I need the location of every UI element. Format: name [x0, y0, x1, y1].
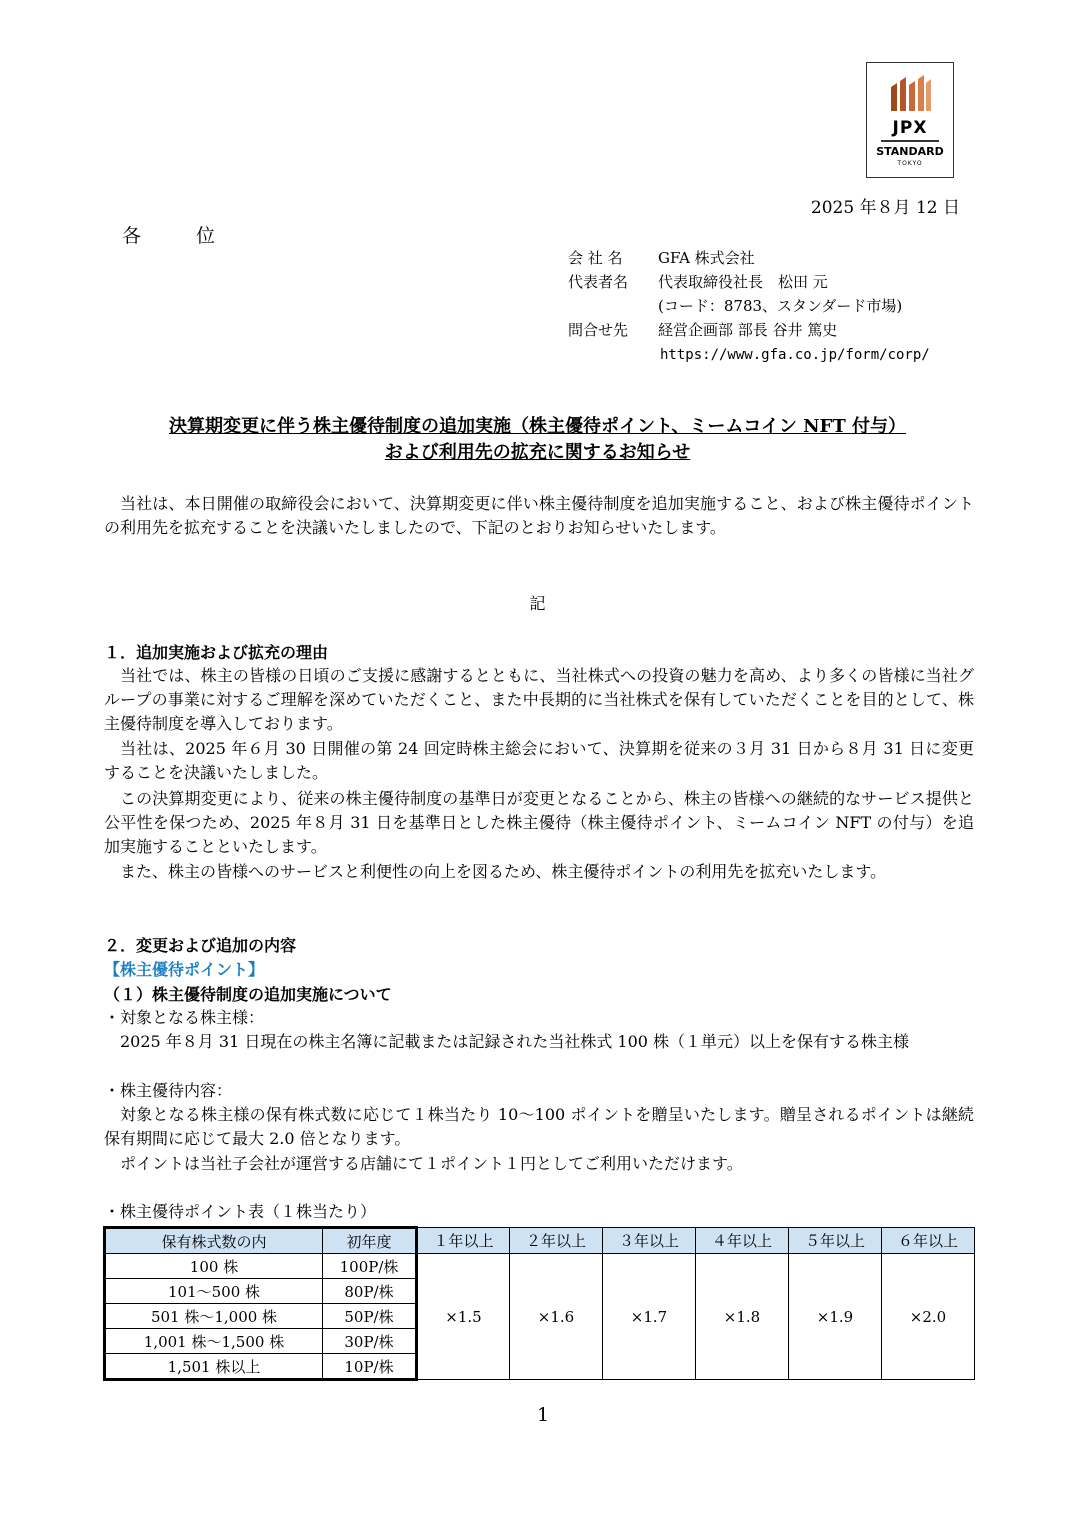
- intro-paragraph: 当社は、本日開催の取締役会において、決算期変更に伴い株主優待制度を追加実施すること、および株主優待ポイントの利用先を拡充することを決議いたしましたので、下記のとおりお知らせいたします。: [104, 494, 974, 537]
- company-info-row: [568, 318, 930, 342]
- table-label: ・株主優待ポイント表（１株当たり）: [104, 1202, 377, 1221]
- table-header: ４年以上: [696, 1228, 789, 1254]
- target-label: ・対象となる株主様：: [104, 1008, 265, 1027]
- table-cell: 1,501 株以上: [105, 1354, 323, 1380]
- content-label: ・株主優待内容：: [104, 1081, 233, 1100]
- company-info-value: 経営企画部 部長 谷井 篤史: [658, 321, 838, 339]
- table-header: 保有株式数の内: [105, 1228, 323, 1254]
- table-header: ５年以上: [789, 1228, 882, 1254]
- content-text: ポイントは当社子会社が運営する店舗にて１ポイント１円としてご利用いただけます。: [120, 1154, 743, 1173]
- section1-paragraph: 当社では、株主の皆様の日頃のご支援に感謝するとともに、当社株式への投資の魅力を高め、より多くの皆様に当社グループの事業に対するご理解を深めていただくこと、また中長期的に当社株式を保有していただくことを目的として、株主優待制度を導入しております。: [104, 666, 974, 733]
- section1-paragraph: 当社は、2025 年６月 30 日開催の第 24 回定時株主総会において、決算期を従来の３月 31 日から８月 31 日に変更することを決議いたしました。: [104, 739, 974, 782]
- section1-heading: １．追加実施および拡充の理由: [104, 643, 329, 662]
- jpx-standard-logo: [866, 62, 954, 178]
- contact-url[interactable]: https://www.gfa.co.jp/form/corp/: [660, 347, 930, 363]
- section2-bracket-title: 【株主優待ポイント】: [104, 960, 265, 979]
- table-header-row: [105, 1228, 975, 1254]
- company-info-label: 代表者名: [568, 273, 629, 291]
- point-table: [103, 1226, 975, 1381]
- section2-heading: ２．変更および追加の内容: [104, 936, 297, 955]
- title-line-1: 決算期変更に伴う株主優待制度の追加実施（株主優待ポイント、ミームコイン NFT 付与）: [169, 416, 906, 437]
- table-cell: 80P/株: [323, 1279, 417, 1304]
- company-info-row: [568, 294, 930, 318]
- table-cell: 100P/株: [323, 1254, 417, 1279]
- company-info-value: 代表取締役社長 松田 元: [658, 273, 828, 291]
- logo-brand: JPX: [892, 118, 928, 138]
- logo-market: STANDARD: [876, 145, 944, 158]
- section1-paragraph: この決算期変更により、従来の株主優待制度の基準日が変更となることから、株主の皆様への継続的なサービス提供と公平性を保つため、2025 年８月 31 日を基準日とした株主優待（株主優待ポイント、ミームコイン NFT の付与）を追加実施することといたします。: [104, 789, 974, 856]
- table-header: １年以上: [417, 1228, 510, 1254]
- page-number: 1: [537, 1404, 550, 1426]
- content-text: 対象となる株主様の保有株式数に応じて１株当たり 10～100 ポイントを贈呈いたします。贈呈されるポイントは継続保有期間に応じて最大 2.0 倍となります。: [104, 1105, 974, 1148]
- company-info-row: [568, 270, 930, 294]
- table-cell: 501 株～1,000 株: [105, 1304, 323, 1329]
- company-info-label: 会 社 名: [568, 249, 623, 267]
- logo-city: TOKYO: [897, 160, 923, 167]
- table-header: ２年以上: [510, 1228, 603, 1254]
- table-header: ３年以上: [603, 1228, 696, 1254]
- jpx-bars-icon: [889, 73, 933, 113]
- table-row: [105, 1254, 975, 1279]
- ki-label: 記: [529, 594, 546, 613]
- section1-paragraph: また、株主の皆様へのサービスと利便性の向上を図るため、株主優待ポイントの利用先を拡充いたします。: [120, 862, 887, 881]
- company-info-value: GFA 株式会社: [658, 249, 755, 267]
- multiplier-cell: ×1.9: [789, 1254, 882, 1380]
- table-header: ６年以上: [882, 1228, 975, 1254]
- table-header: 初年度: [323, 1228, 417, 1254]
- multiplier-cell: ×1.7: [603, 1254, 696, 1380]
- table-cell: 100 株: [105, 1254, 323, 1279]
- title-line-2: および利用先の拡充に関するお知らせ: [384, 442, 691, 463]
- multiplier-cell: ×1.5: [417, 1254, 510, 1380]
- document-date: 2025 年８月 12 日: [810, 198, 960, 218]
- multiplier-cell: ×1.6: [510, 1254, 603, 1380]
- table-cell: 101～500 株: [105, 1279, 323, 1304]
- company-info-row: [568, 246, 930, 270]
- company-info: [568, 246, 930, 367]
- document-title: [0, 414, 1075, 466]
- addressee: 各 位: [122, 225, 234, 247]
- table-cell: 30P/株: [323, 1329, 417, 1354]
- logo-rule: [881, 140, 939, 142]
- table-cell: 10P/株: [323, 1354, 417, 1380]
- target-text: 2025 年８月 31 日現在の株主名簿に記載または記録された当社株式 100 株（１単元）以上を保有する株主様: [120, 1032, 910, 1051]
- company-info-value: (コード：8783、スタンダード市場): [658, 297, 903, 315]
- section2-subheading: （１）株主優待制度の追加実施について: [104, 985, 392, 1004]
- company-info-row: [568, 342, 930, 367]
- multiplier-cell: ×2.0: [882, 1254, 975, 1380]
- table-cell: 50P/株: [323, 1304, 417, 1329]
- company-info-label: 問合せ先: [568, 321, 629, 339]
- multiplier-cell: ×1.8: [696, 1254, 789, 1380]
- table-cell: 1,001 株～1,500 株: [105, 1329, 323, 1354]
